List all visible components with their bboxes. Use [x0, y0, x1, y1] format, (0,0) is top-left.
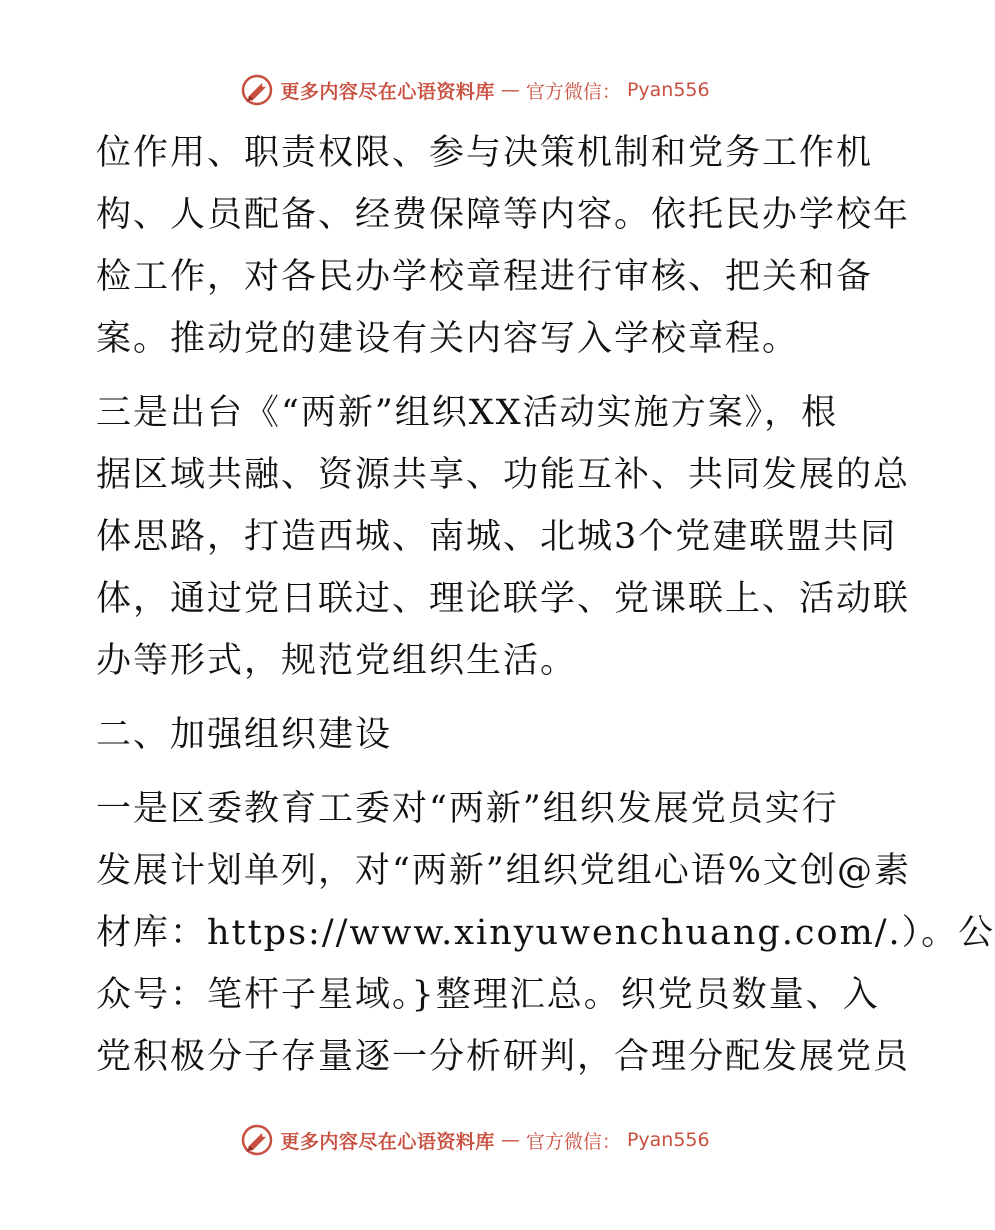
banner-text: 更多内容尽在心语资料库	[280, 80, 495, 103]
text-line: 案。推动党的建设有关内容写入学校章程。	[96, 319, 800, 359]
text-line: 办等形式，规范党组织生活。	[96, 641, 578, 681]
wechat-id: Pyan556	[626, 79, 710, 101]
banner-separator: —	[500, 1129, 520, 1151]
text-line: 发展计划单列，对“两新”组织党组心语%文创@素	[96, 851, 912, 891]
pen-logo-icon	[240, 1123, 274, 1157]
wechat-id: Pyan556	[626, 1129, 710, 1151]
paragraph-2	[96, 382, 911, 692]
header-watermark	[0, 70, 950, 110]
banner-separator: —	[500, 79, 520, 101]
text-line: 体思路，打造西城、南城、北城3个党建联盟共同	[96, 517, 898, 557]
text-line: 构、人员配备、经费保障等内容。依托民办学校年	[96, 195, 911, 235]
paragraph-3	[96, 778, 995, 1088]
text-line: 众号：笔杆子星域。}整理汇总。织党员数量、入	[96, 975, 880, 1015]
text-line: 体，通过党日联过、理论联学、党课联上、活动联	[96, 579, 911, 619]
section-heading: 二、加强组织建设	[96, 715, 393, 755]
text-line: 位作用、职责权限、参与决策机制和党务工作机	[96, 133, 874, 173]
text-line: 一是区委教育工委对“两新”组织发展党员实行	[96, 789, 839, 829]
pen-logo-icon	[240, 73, 274, 107]
text-line: 检工作，对各民办学校章程进行审核、把关和备	[96, 257, 874, 297]
text-line: 党积极分子存量逐一分析研判，合理分配发展党员	[96, 1037, 911, 1077]
footer-watermark	[0, 1120, 950, 1160]
wechat-label: 官方微信：	[525, 1130, 621, 1153]
document-body	[96, 122, 995, 1088]
wechat-label: 官方微信：	[525, 80, 621, 103]
paragraph-1	[96, 122, 911, 370]
banner-text: 更多内容尽在心语资料库	[280, 1130, 495, 1153]
text-line: 三是出台《“两新”组织XX活动实施方案》，根	[96, 393, 839, 433]
text-line: 材库：https://www.xinyuwenchuang.com/.）。公	[96, 913, 995, 953]
text-line: 据区域共融、资源共享、功能互补、共同发展的总	[96, 455, 911, 495]
